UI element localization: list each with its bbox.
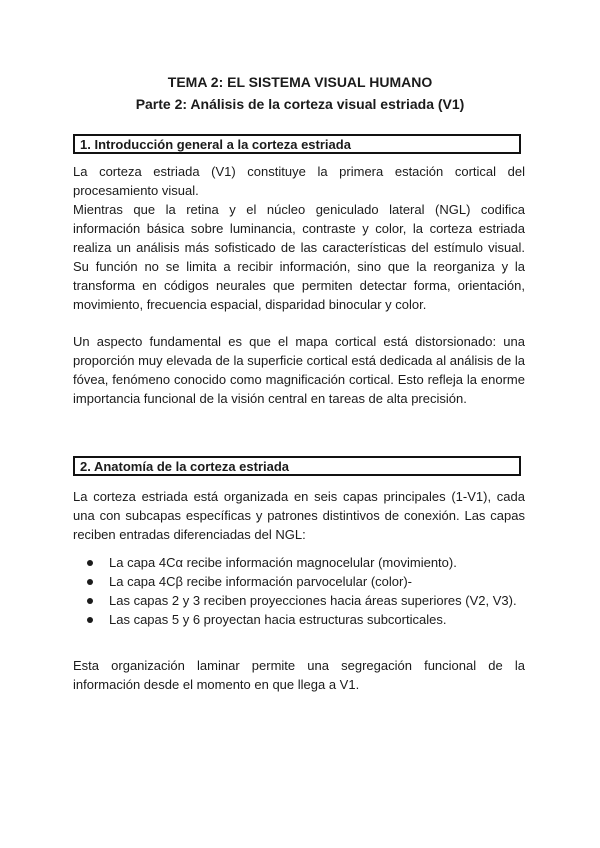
list-item: Las capas 2 y 3 reciben proyecciones hacia áreas superiores (V2, V3). [73,591,525,610]
paragraph-intro-3: Un aspecto fundamental es que el mapa cortical está distorsionado: una proporción muy elevada de la superficie cortical está dedicada al análisis de la fóvea, fenómeno conocido como magnificación cortical. Esto refleja la enorme importancia funcional de la visión central en tareas de alta precisión. [73,334,525,406]
title-block [0,71,600,115]
bullet-icon [87,617,93,623]
bullet-icon [87,598,93,604]
layers-list [73,553,525,629]
document-title: TEMA 2: EL SISTEMA VISUAL HUMANO [167,74,433,90]
list-item: La capa 4Cβ recibe información parvocelular (color)- [73,572,525,591]
paragraph-anatomy-closing: Esta organización laminar permite una segregación funcional de la información desde el momento en que llega a V1. [73,658,525,692]
section-heading-intro: 1. Introducción general a la corteza estriada [73,134,521,154]
paragraph-anatomy-intro: La corteza estriada está organizada en seis capas principales (1-V1), cada una con subcapas específicas y patrones distintivos de conexión. Las capas reciben entradas diferenciadas del NGL: [73,489,525,542]
list-item: La capa 4Cα recibe información magnocelular (movimiento). [73,553,525,572]
paragraph-intro-2: Mientras que la retina y el núcleo geniculado lateral (NGL) codifica información básica sobre luminancia, contraste y color, la corteza estriada realiza un análisis más sofisticado de las características del estímulo visual. Su función no se limita a recibir información, sino que la reorganiza y la transforma en códigos neurales que permiten detectar forma, orientación, movimiento, frecuencia espacial, disparidad binocular y color. [73,202,525,312]
document-subtitle: Parte 2: Análisis de la corteza visual estriada (V1) [135,96,465,112]
bullet-icon [87,579,93,585]
paragraph-intro-1: La corteza estriada (V1) constituye la primera estación cortical del procesamiento visual. [73,164,525,198]
bullet-icon [87,560,93,566]
list-item: Las capas 5 y 6 proyectan hacia estructuras subcorticales. [73,610,525,629]
section-heading-anatomy: 2. Anatomía de la corteza estriada [73,456,521,476]
